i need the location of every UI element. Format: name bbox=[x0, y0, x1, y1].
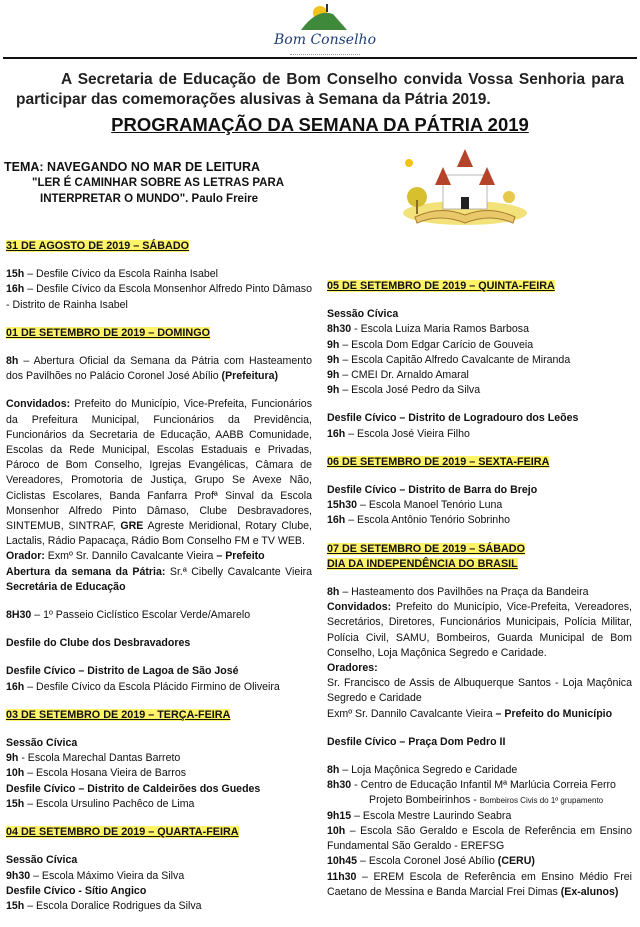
castle-book-illustration bbox=[395, 145, 535, 227]
text: – Desfile Cívico da Escola Plácido Firmino de Oliveira bbox=[24, 680, 280, 693]
bold-text: 15h30 bbox=[327, 499, 358, 512]
bold-text: 10h45 bbox=[327, 855, 358, 868]
schedule-block bbox=[6, 354, 312, 384]
bold-text: Abertura da semana da Pátria: bbox=[6, 565, 166, 578]
text: – Escola Hosana Vieira de Barros bbox=[24, 767, 187, 780]
schedule-block bbox=[327, 735, 632, 750]
bold-text: 15h bbox=[6, 268, 25, 281]
schedule-line bbox=[6, 664, 312, 679]
schedule-block bbox=[6, 397, 312, 595]
intro-paragraph: A Secretaria de Educação de Bom Conselho convida Vossa Senhoria para participar das comemorações alusivas à Semana da Pátria 2019. bbox=[16, 71, 624, 108]
bold-text: Convidados: bbox=[6, 398, 71, 411]
text: – Escola José Vieira Filho bbox=[345, 427, 470, 440]
bold-text: Secretária de Educação bbox=[6, 580, 126, 593]
text: Prefeito do Município, Vice-Prefeita, Vereadores, Secretários, Diretores, Funcionários Municipais, Polícia Militar, Polícia Civil, SAMU, Bombeiros, Guarda Municipal de Bom Conselho, Loja Maçônica Segredo e Caridade. bbox=[327, 601, 632, 659]
logo-text: Bom Conselho bbox=[274, 32, 376, 48]
text: Sr.ª Cibelly Cavalcante Vieira bbox=[165, 565, 312, 578]
schedule-line bbox=[327, 778, 632, 793]
text: – Abertura Oficial da Semana da Pátria com Hasteamento dos Pavilhões no Palácio Coronel José Abílio bbox=[6, 355, 312, 383]
text: – Escola São Geraldo e Escola de Referência em Ensino Fundamental São Geraldo - EREFSG bbox=[327, 824, 632, 853]
page-title: PROGRAMAÇÃO DA SEMANA DA PÁTRIA 2019 bbox=[111, 114, 529, 135]
text: - Escola Marechal Dantas Barreto bbox=[18, 752, 181, 765]
schedule-line bbox=[327, 307, 632, 322]
text: Projeto Bombeirinhos - bbox=[369, 794, 480, 807]
bold-text: 8h30 bbox=[327, 323, 352, 336]
text: Agreste Meridional, Rotary Clube, Lactalis, Rádio Papacaça, Rádio Bom Conselho FM e TV WEB. bbox=[6, 520, 313, 548]
bold-text: 8H30 bbox=[6, 609, 32, 622]
schedule-block bbox=[6, 853, 312, 914]
bold-text: 9h bbox=[327, 353, 340, 366]
schedule-line bbox=[6, 751, 312, 766]
schedule-line bbox=[327, 585, 632, 600]
date-heading-text: 07 DE SETEMBRO DE 2019 – SÁBADO bbox=[327, 542, 526, 555]
bold-text: 8h bbox=[327, 764, 340, 777]
schedule-block bbox=[6, 736, 312, 812]
text: – Escola Antônio Tenório Sobrinho bbox=[345, 514, 510, 527]
text: – 1º Passeio Ciclístico Escolar Verde/Amarelo bbox=[31, 609, 251, 622]
text: – Hasteamento dos Pavilhões na Praça da Bandeira bbox=[339, 586, 589, 599]
text: Sr. Francisco de Assis de Albuquerque Santos - Loja Maçônica Segredo e Caridade bbox=[327, 677, 632, 705]
schedule-block bbox=[6, 608, 312, 623]
bold-text: 15h bbox=[6, 797, 25, 810]
bold-text: 9h bbox=[6, 752, 19, 765]
bold-text: 16h bbox=[327, 514, 346, 527]
bold-text: 11h30 bbox=[327, 870, 357, 883]
date-heading-text: 03 DE SETEMBRO DE 2019 – TERÇA-FEIRA bbox=[6, 708, 231, 721]
bold-text: 9h bbox=[327, 338, 340, 351]
schedule-block bbox=[327, 483, 632, 529]
schedule-line bbox=[6, 869, 312, 884]
bold-text: Oradores: bbox=[327, 662, 378, 675]
schedule-line bbox=[327, 411, 632, 426]
bold-text: 10h bbox=[6, 767, 25, 780]
text: – EREM Escola de Referência em Ensino Médio Frei Caetano de Messina e Banda Marcial Frei Dimas bbox=[327, 870, 632, 898]
text: - Centro de Educação Infantil Mª Marlúcia Correia Ferro bbox=[351, 779, 616, 792]
bold-text: (CERU) bbox=[497, 855, 535, 868]
theme-quote-line-2: INTERPRETAR O MUNDO". bbox=[40, 193, 189, 205]
schedule-block bbox=[6, 664, 312, 694]
schedule-block bbox=[327, 411, 632, 441]
bold-text: Desfile do Clube dos Desbravadores bbox=[6, 637, 191, 650]
schedule-line bbox=[327, 513, 632, 528]
schedule-line bbox=[6, 766, 312, 781]
logo-hill-icon bbox=[295, 2, 355, 34]
schedule-line bbox=[327, 368, 632, 383]
schedule-line bbox=[6, 608, 312, 623]
date-heading bbox=[6, 326, 312, 341]
theme-label: TEMA: NAVEGANDO NO MAR DE LEITURA bbox=[4, 160, 261, 174]
schedule-line bbox=[6, 397, 312, 549]
schedule-line bbox=[6, 354, 312, 384]
bold-text: 9h bbox=[327, 384, 340, 397]
schedule-line bbox=[6, 884, 312, 899]
date-heading bbox=[327, 542, 632, 572]
date-heading-text: DIA DA INDEPENDÊNCIA DO BRASIL bbox=[327, 557, 518, 570]
text: – Desfile Cívico da Escola Rainha Isabel bbox=[24, 268, 218, 281]
text: – Desfile Cívico da Escola Monsenhor Alfredo Pinto Dâmaso - Distrito de Rainha Isabel bbox=[6, 283, 312, 311]
text: Exmº Sr. Dannilo Cavalcante Vieira bbox=[327, 707, 496, 720]
schedule-line bbox=[327, 854, 632, 869]
schedule-line bbox=[327, 763, 632, 778]
text: Exmº Sr. Dannilo Cavalcante Vieira bbox=[44, 550, 217, 563]
schedule-line bbox=[327, 600, 632, 661]
bold-text: 10h bbox=[327, 824, 346, 837]
schedule-line bbox=[327, 707, 632, 722]
bold-text: 8h bbox=[6, 355, 19, 368]
text: - Escola Luiza Maria Ramos Barbosa bbox=[351, 323, 529, 336]
text: – Escola Capitão Alfredo Cavalcante de Miranda bbox=[339, 353, 571, 366]
bold-text: Sessão Cívica bbox=[6, 854, 78, 867]
schedule-block bbox=[327, 585, 632, 722]
bold-text: GRE bbox=[120, 520, 144, 533]
bold-text: – Prefeito do Município bbox=[495, 707, 613, 720]
bold-text: 15h bbox=[6, 899, 25, 912]
header-rule bbox=[3, 57, 637, 59]
schedule-line bbox=[6, 853, 312, 868]
schedule-line bbox=[327, 427, 632, 442]
date-heading-text: 06 DE SETEMBRO DE 2019 – SEXTA-FEIRA bbox=[327, 455, 550, 468]
bold-text: (Prefeitura) bbox=[221, 370, 279, 383]
date-heading-text: 31 DE AGOSTO DE 2019 – SÁBADO bbox=[6, 240, 190, 252]
schedule-line bbox=[327, 824, 632, 854]
date-heading-text: 01 DE SETEMBRO DE 2019 – DOMINGO bbox=[6, 326, 210, 339]
date-heading-text: 05 DE SETEMBRO DE 2019 – QUINTA-FEIRA bbox=[327, 280, 555, 292]
bold-text: 8h30 bbox=[327, 779, 352, 792]
schedule-line bbox=[6, 636, 312, 651]
schedule-line bbox=[327, 793, 632, 808]
text: – Loja Maçônica Segredo e Caridade bbox=[339, 764, 518, 777]
bold-text: Desfile Cívico – Distrito de Caldeirões dos Guedes bbox=[6, 782, 261, 795]
schedule-line bbox=[6, 565, 312, 595]
text: Prefeito do Município, Vice-Prefeita, Funcionários da Prefeitura Municipal, Funcionários da Previdência, Funcionários da Secretaria de Educação, AABB Comunidade, Escolas da Rede Municipal, Escolas Estaduais e Privadas, Pároco de Bom Conselho, Igrejas Evangélicas, Câmara de Vereadores, Promotoria de Justiça, Grupo Se Avexe Não, Ciclistas Escolares, Banda Fanfarra Profª Sinval da Escola Monsenhor Alfredo Pinto Dâmaso, Clube Desbravadores, SINTEMUB, SINTRAF, bbox=[6, 398, 312, 533]
bold-text: 9h15 bbox=[327, 809, 352, 822]
schedule-line bbox=[6, 782, 312, 797]
text: – Escola Ursulino Pachêco de Lima bbox=[24, 797, 195, 810]
bold-text: Sessão Cívica bbox=[327, 308, 399, 321]
schedule-block bbox=[6, 267, 312, 313]
bold-text: (Ex-alunos) bbox=[560, 885, 619, 898]
text: – Escola Doralice Rodrigues da Silva bbox=[24, 899, 202, 912]
bold-text: Sessão Cívica bbox=[6, 737, 78, 750]
schedule-line bbox=[6, 267, 312, 282]
text: Bombeiros Civis do 1º grupamento bbox=[479, 796, 604, 806]
left-column bbox=[6, 239, 312, 927]
date-heading bbox=[327, 455, 632, 470]
theme-author: Paulo Freire bbox=[188, 193, 259, 205]
text: – Escola Dom Edgar Carício de Gouveia bbox=[339, 338, 534, 351]
date-heading bbox=[6, 825, 312, 840]
schedule-line bbox=[327, 483, 632, 498]
schedule-block bbox=[6, 636, 312, 651]
schedule-line bbox=[327, 322, 632, 337]
bold-text: – Prefeito bbox=[216, 550, 265, 563]
schedule-line bbox=[327, 809, 632, 824]
theme-block bbox=[4, 159, 284, 207]
text: – Escola Manoel Tenório Luna bbox=[357, 499, 503, 512]
schedule-line bbox=[6, 899, 312, 914]
bold-text: Desfile Cívico – Distrito de Logradouro dos Leões bbox=[327, 412, 579, 425]
schedule-line bbox=[6, 549, 312, 564]
bold-text: Desfile Cívico – Distrito de Barra do Brejo bbox=[327, 484, 538, 497]
schedule-line bbox=[6, 680, 312, 695]
schedule-line bbox=[327, 735, 632, 750]
date-heading bbox=[6, 708, 312, 723]
schedule-line bbox=[6, 736, 312, 751]
schedule-line bbox=[6, 282, 312, 312]
schedule-line bbox=[327, 870, 632, 900]
schedule-line bbox=[327, 498, 632, 513]
bold-text: 16h bbox=[6, 283, 25, 296]
bold-text: Convidados: bbox=[327, 601, 392, 614]
right-column bbox=[327, 279, 632, 913]
text: – CMEI Dr. Arnaldo Amaral bbox=[339, 369, 469, 382]
bold-text: 16h bbox=[6, 680, 25, 693]
logo bbox=[270, 2, 380, 62]
schedule-line bbox=[327, 661, 632, 676]
date-heading bbox=[6, 239, 312, 254]
schedule-block bbox=[327, 763, 632, 900]
date-heading bbox=[327, 279, 632, 294]
text: – Escola Coronel José Abílio bbox=[357, 855, 498, 868]
schedule-line bbox=[6, 797, 312, 812]
schedule-line bbox=[327, 338, 632, 353]
bold-text: Desfile Cívico - Sítio Angico bbox=[6, 884, 147, 897]
text: – Escola José Pedro da Silva bbox=[339, 384, 481, 397]
bold-text: Orador: bbox=[6, 550, 45, 563]
date-heading-text: 04 DE SETEMBRO DE 2019 – QUARTA-FEIRA bbox=[6, 826, 239, 839]
text: – Escola Máximo Vieira da Silva bbox=[30, 869, 185, 882]
schedule-line bbox=[327, 676, 632, 706]
schedule-block bbox=[327, 307, 632, 398]
bold-text: 16h bbox=[327, 427, 346, 440]
text: – Escola Mestre Laurindo Seabra bbox=[351, 809, 512, 822]
bold-text: Desfile Cívico – Praça Dom Pedro II bbox=[327, 735, 506, 748]
bold-text: 8h bbox=[327, 586, 340, 599]
bold-text: Desfile Cívico – Distrito de Lagoa de São José bbox=[6, 665, 239, 678]
schedule-line bbox=[327, 353, 632, 368]
bold-text: 9h bbox=[327, 369, 340, 382]
bold-text: 9h30 bbox=[6, 869, 31, 882]
schedule-line bbox=[327, 383, 632, 398]
theme-quote-line-1: "LER É CAMINHAR SOBRE AS LETRAS PARA bbox=[32, 177, 285, 189]
